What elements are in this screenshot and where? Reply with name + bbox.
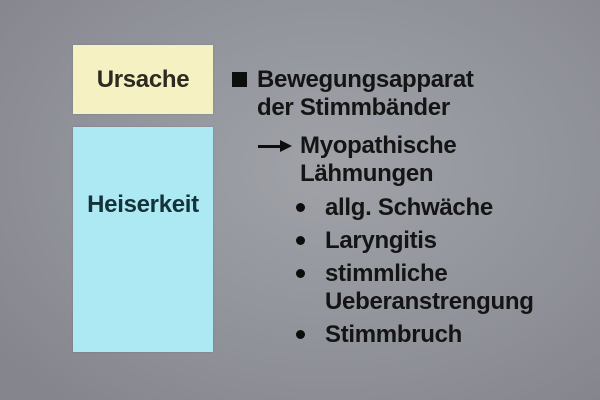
dot-bullet-icon — [296, 236, 305, 245]
arrow-item-line2: Lähmungen — [300, 160, 434, 187]
main-item-line2: der Stimmbänder — [257, 94, 450, 121]
list-item — [232, 66, 582, 122]
bullet-text: Laryngitis — [325, 227, 437, 254]
main-item-text — [257, 66, 474, 122]
list-item — [296, 227, 582, 255]
symptom-box-label: Heiserkeit — [87, 191, 199, 218]
sub-bullet-list — [296, 194, 582, 349]
bullet-text-wrap: Ueberanstrengung — [325, 288, 534, 315]
bullet-text: allg. Schwäche — [325, 194, 493, 221]
bullet-text: Stimmbruch — [325, 321, 463, 348]
dot-bullet-icon — [296, 203, 305, 212]
cause-box — [73, 45, 213, 114]
outline-list — [232, 66, 582, 349]
right-arrow-icon — [258, 132, 292, 160]
symptom-box — [73, 127, 213, 352]
arrow-item-text — [300, 132, 456, 188]
square-bullet-icon — [232, 72, 247, 87]
list-item — [258, 132, 582, 188]
dot-bullet-icon — [296, 269, 305, 278]
main-item-line1: Bewegungsapparat — [257, 66, 474, 93]
cause-box-label: Ursache — [96, 65, 190, 93]
list-item — [296, 260, 582, 316]
arrow-item-line1: Myopathische — [300, 132, 457, 159]
bullet-text: stimmliche — [325, 260, 448, 287]
dot-bullet-icon — [296, 330, 305, 339]
list-item — [296, 321, 582, 349]
list-item — [296, 194, 582, 222]
